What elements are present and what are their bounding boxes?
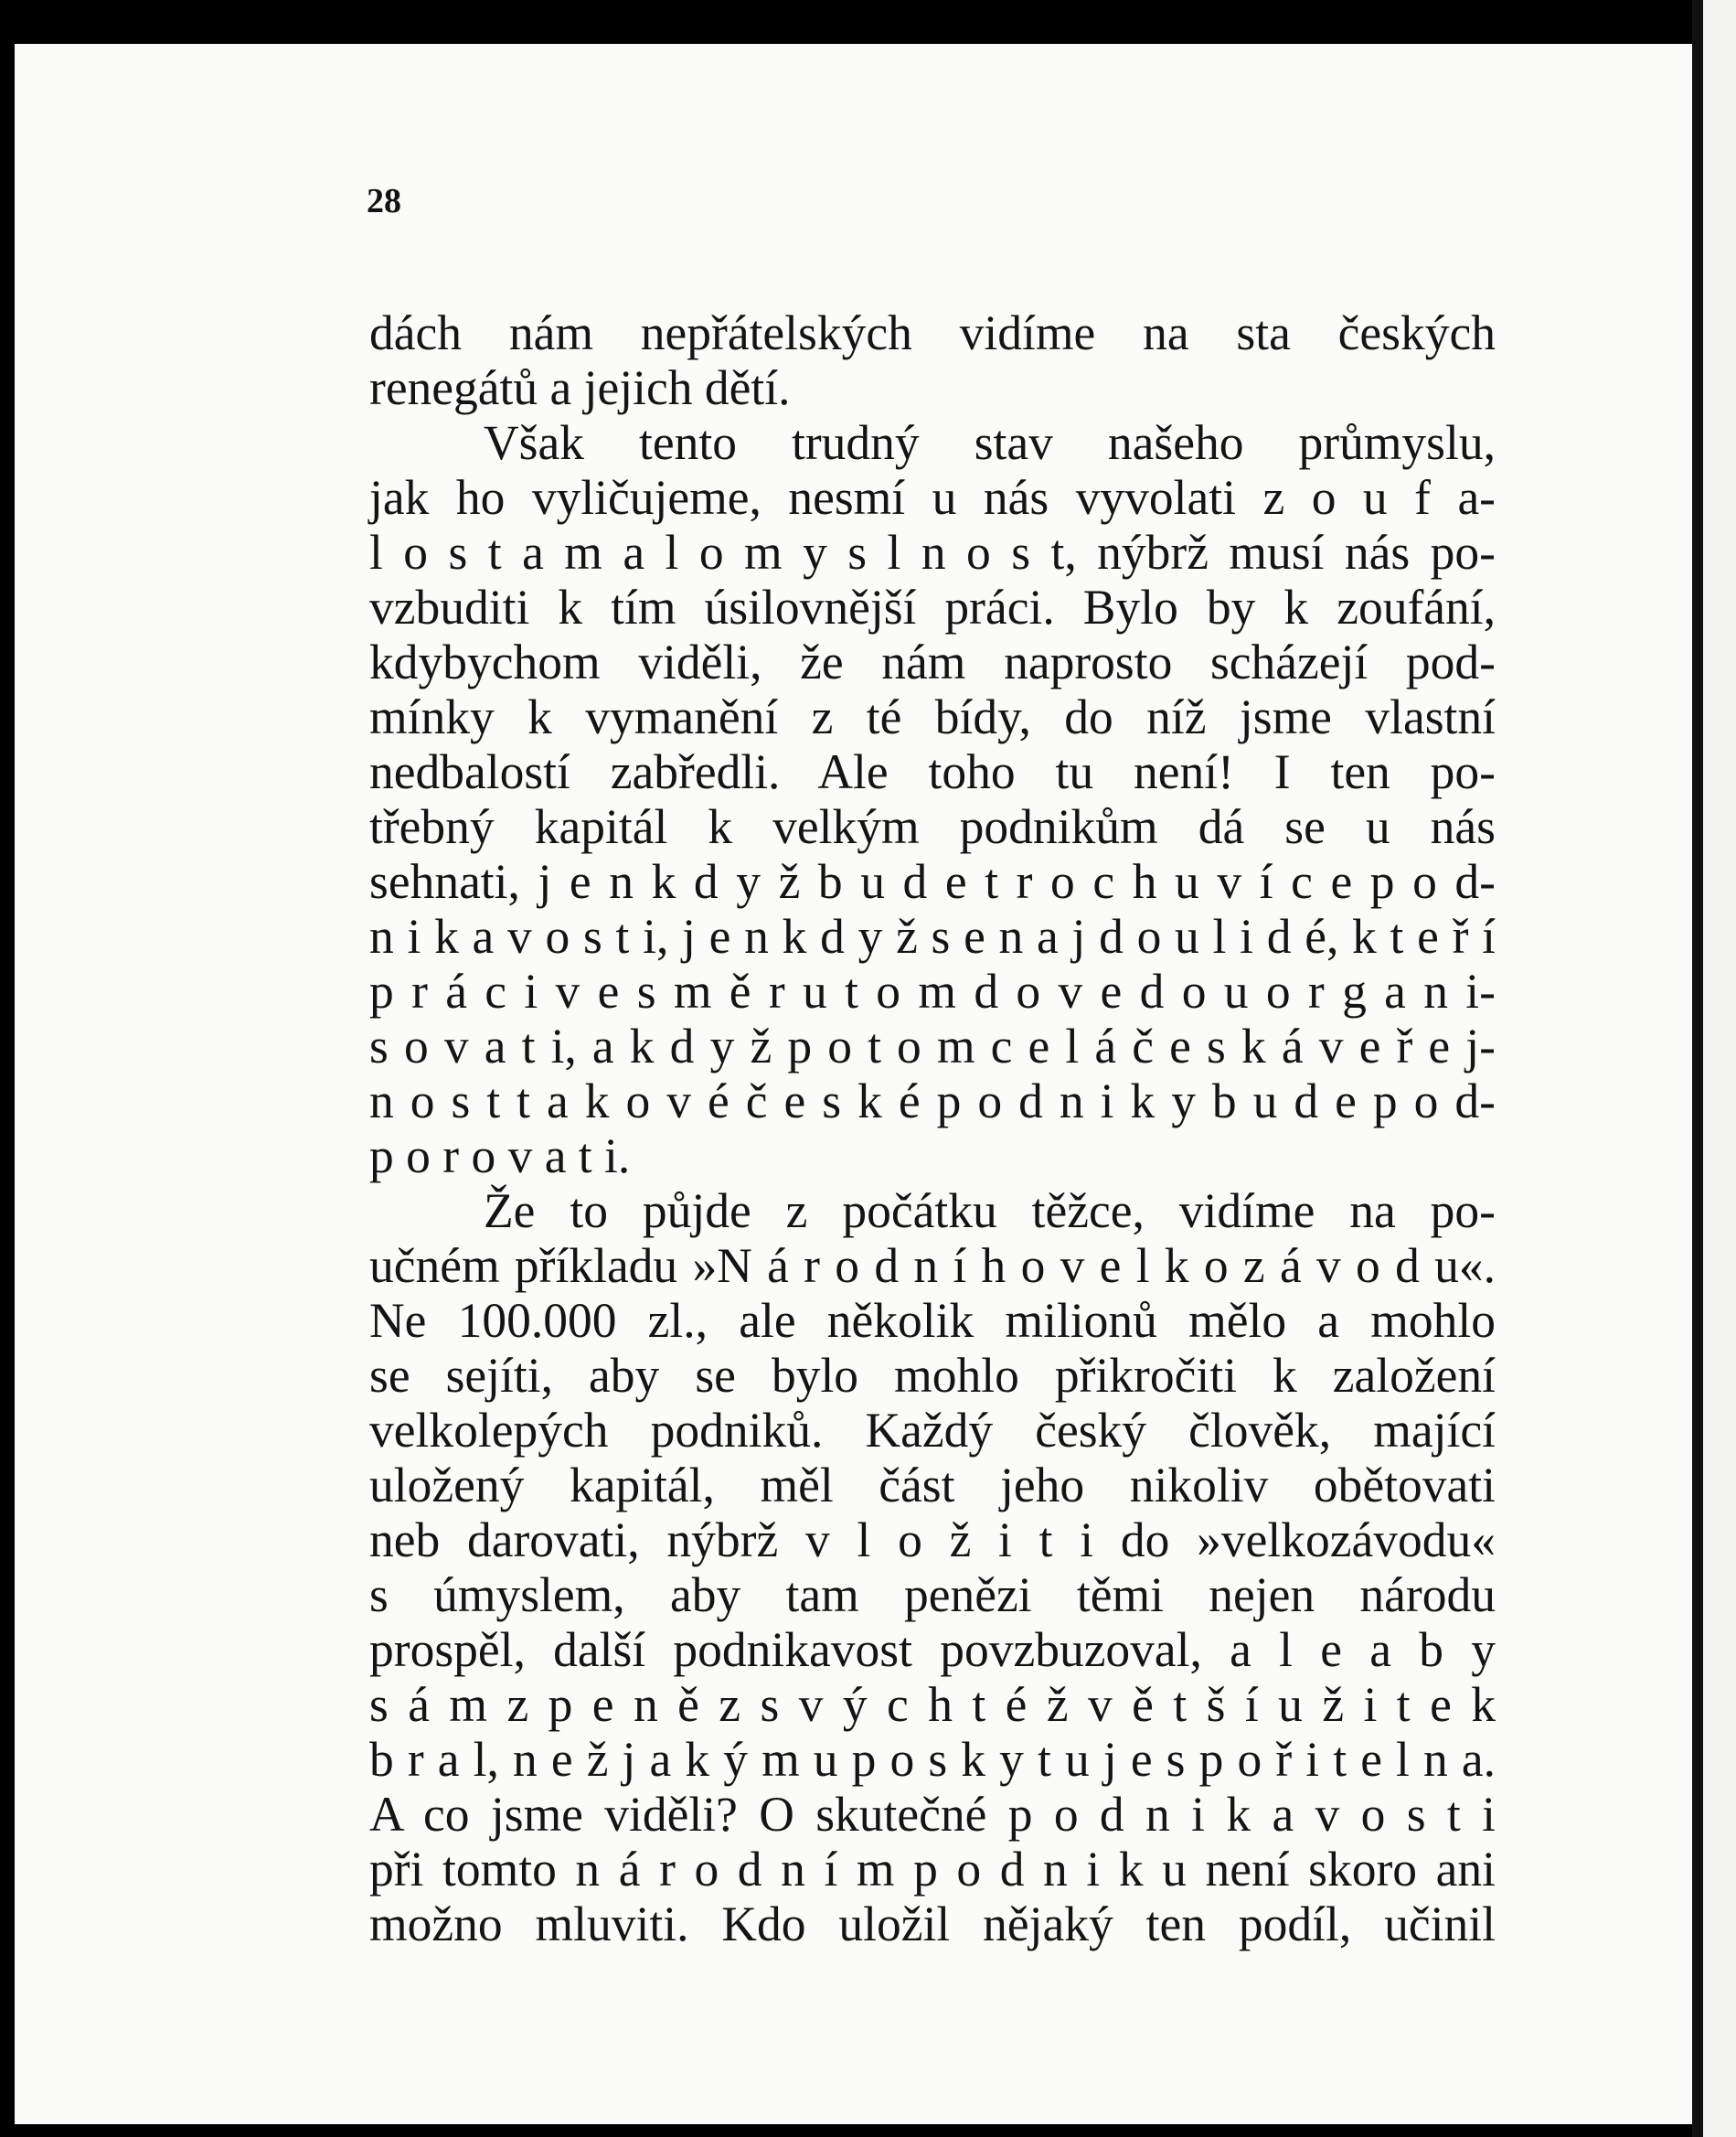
text-line: n o s t t a k o v é č e s k é p o d n i k y b u d e p o d- (369, 1074, 1496, 1128)
text-line: dách nám nepřátelských vidíme na sta českých (369, 305, 1496, 360)
text-line: jak ho vyličujeme, nesmí u nás vyvolati z o u f a- (369, 470, 1496, 525)
text-line: b r a l, n e ž j a k ý m u p o s k y t u j e s p o ř i t e l n a. (369, 1732, 1496, 1787)
adjacent-page-edge (1703, 0, 1736, 2137)
text-line: renegátů a jejich dětí. (369, 360, 791, 415)
text-line: uložený kapitál, měl část jeho nikoliv obětovati (369, 1458, 1496, 1512)
text-line: učném příkladu »N á r o d n í h o v e l k o z á v o d u«. (369, 1238, 1496, 1293)
text-line: vzbuditi k tím úsilovnější práci. Bylo by k zoufání, (369, 580, 1496, 635)
text-line: při tomto n á r o d n í m p o d n i k u není skoro ani (369, 1842, 1496, 1897)
text-line: možno mluviti. Kdo uložil nějaký ten podíl, učinil (369, 1897, 1496, 1951)
body-text (369, 305, 1496, 1951)
text-line: velkolepých podniků. Každý český člověk, mající (369, 1403, 1496, 1458)
text-line: l o s t a m a l o m y s l n o s t, nýbrž musí nás po- (369, 525, 1496, 580)
text-line: p o r o v a t i. (369, 1128, 631, 1183)
text-line: třebný kapitál k velkým podnikům dá se u nás (369, 799, 1496, 854)
text-line: s á m z p e n ě z s v ý c h t é ž v ě t š í u ž i t e k (369, 1677, 1496, 1732)
text-line: Však tento trudný stav našeho průmyslu, (484, 415, 1496, 470)
text-line: p r á c i v e s m ě r u t o m d o v e d o u o r g a n i- (369, 964, 1496, 1019)
text-line: s o v a t i, a k d y ž p o t o m c e l á č e s k á v e ř e j- (369, 1019, 1496, 1074)
page-number: 28 (367, 182, 401, 220)
text-line: se sejíti, aby se bylo mohlo přikročiti k založení (369, 1348, 1496, 1403)
binding-edge (1692, 0, 1703, 2137)
text-line: neb darovati, nýbrž v l o ž i t i do »velkozávodu« (369, 1512, 1496, 1567)
text-line: Že to půjde z počátku těžce, vidíme na po- (484, 1183, 1496, 1238)
text-line: mínky k vymanění z té bídy, do níž jsme vlastní (369, 689, 1496, 744)
text-line: sehnati, j e n k d y ž b u d e t r o c h u v í c e p o d- (369, 854, 1496, 909)
text-line: n i k a v o s t i, j e n k d y ž s e n a j d o u l i d é, k t e ř í (369, 909, 1496, 964)
text-line: nedbalostí zabředli. Ale toho tu není! I ten po- (369, 744, 1496, 799)
text-line: s úmyslem, aby tam penězi těmi nejen národu (369, 1567, 1496, 1622)
book-page (15, 44, 1692, 2124)
text-line: Ne 100.000 zl., ale několik milionů mělo a mohlo (369, 1293, 1496, 1348)
text-line: prospěl, další podnikavost povzbuzoval, a l e a b y (369, 1622, 1496, 1677)
text-line: kdybychom viděli, že nám naprosto scházejí pod- (369, 635, 1496, 689)
text-line: A co jsme viděli? O skutečné p o d n i k a v o s t i (369, 1787, 1496, 1842)
